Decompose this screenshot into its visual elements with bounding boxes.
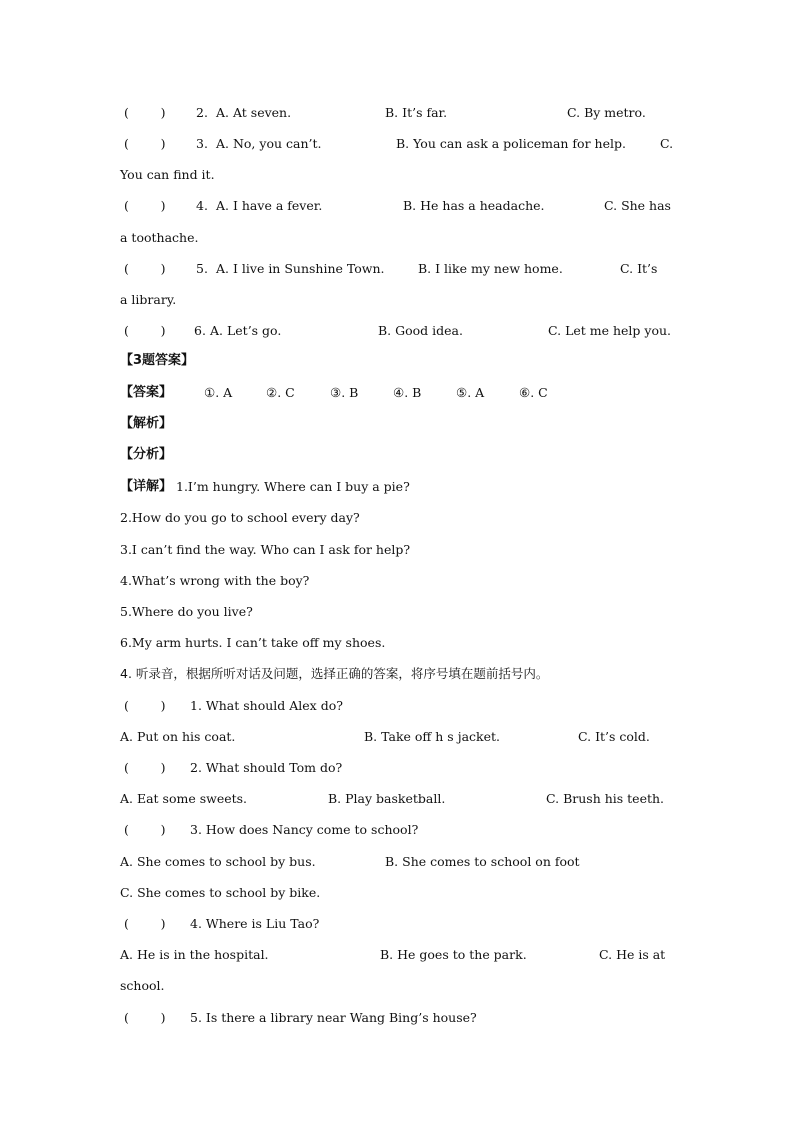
detail-line-4: 4.What’s wrong with the boy? xyxy=(120,573,310,588)
detail-line-5: 5.Where do you live? xyxy=(120,604,253,619)
option-b: B. Take off h s jacket. xyxy=(364,729,500,744)
question-text: 2. What should Tom do? xyxy=(190,760,343,775)
answer-paren: ( ) xyxy=(124,198,166,213)
option-a: A. Eat some sweets. xyxy=(120,791,248,806)
detail-label: 【详解】 xyxy=(120,479,173,494)
answer-6: ⑥. C xyxy=(519,385,548,400)
answer-paren: ( ) xyxy=(124,323,166,338)
question-text: 5. Is there a library near Wang Bing’s house? xyxy=(190,1010,477,1025)
q4-instruction: 4. 听录音，根据所听对话及问题，选择正确的答案，将序号填在题前括号内。 xyxy=(120,666,549,681)
option-a: A. Let’s go. xyxy=(210,323,282,338)
answer-3: ③. B xyxy=(330,385,359,400)
question-text: 4. Where is Liu Tao? xyxy=(190,916,320,931)
option-b: B. Good idea. xyxy=(378,323,463,338)
answer-paren: ( ) xyxy=(124,105,166,120)
item-number: 2. xyxy=(196,105,208,120)
answer-4: ④. B xyxy=(393,385,422,400)
item-number: 5. xyxy=(196,261,208,276)
option-a: A. She comes to school by bus. xyxy=(120,854,316,869)
option-b: B. She comes to school on foot xyxy=(385,854,580,869)
option-a: A. No, you can’t. xyxy=(216,136,322,151)
continuation-text: a toothache. xyxy=(120,230,199,245)
continuation-text: school. xyxy=(120,978,165,993)
answer-label: 【答案】 xyxy=(120,385,173,400)
option-c: C. xyxy=(660,136,674,151)
answer-paren: ( ) xyxy=(124,1010,166,1025)
detail-line-3: 3.I can’t find the way. Who can I ask for help? xyxy=(120,542,411,557)
item-number: 4. xyxy=(196,198,208,213)
option-b: B. Play basketball. xyxy=(328,791,446,806)
option-a: A. I have a fever. xyxy=(216,198,323,213)
option-c: C. He is at xyxy=(599,947,666,962)
fenxi-label: 【分析】 xyxy=(120,447,173,462)
option-c: C. It’s xyxy=(620,261,658,276)
option-c: C. She comes to school by bike. xyxy=(120,885,321,900)
continuation-text: You can find it. xyxy=(120,167,215,182)
answer-paren: ( ) xyxy=(124,822,166,837)
option-b: B. It’s far. xyxy=(385,105,448,120)
answer-paren: ( ) xyxy=(124,698,166,713)
answer-paren: ( ) xyxy=(124,916,166,931)
continuation-text: a library. xyxy=(120,292,177,307)
option-c: C. Brush his teeth. xyxy=(546,791,665,806)
option-c: C. It’s cold. xyxy=(578,729,650,744)
answer-paren: ( ) xyxy=(124,760,166,775)
option-b: B. I like my new home. xyxy=(418,261,563,276)
answer-1: ①. A xyxy=(204,385,233,400)
question-text: 1. What should Alex do? xyxy=(190,698,343,713)
option-c: C. She has xyxy=(604,198,671,213)
option-a: A. At seven. xyxy=(216,105,292,120)
answer-heading: 【3题答案】 xyxy=(120,353,195,368)
question-text: 3. How does Nancy come to school? xyxy=(190,822,419,837)
option-a: A. He is in the hospital. xyxy=(120,947,269,962)
detail-line-2: 2.How do you go to school every day? xyxy=(120,510,360,525)
answer-2: ②. C xyxy=(266,385,295,400)
detail-text: 1.I’m hungry. Where can I buy a pie? xyxy=(176,479,410,494)
answer-paren: ( ) xyxy=(124,261,166,276)
q4-item-5 xyxy=(120,1010,680,1074)
detail-line-6: 6.My arm hurts. I can’t take off my shoes. xyxy=(120,635,386,650)
option-a: A. I live in Sunshine Town. xyxy=(216,261,385,276)
option-b: B. You can ask a policeman for help. xyxy=(396,136,626,151)
option-c: C. By metro. xyxy=(567,105,646,120)
option-b: B. He has a headache. xyxy=(403,198,545,213)
option-a: A. Put on his coat. xyxy=(120,729,236,744)
option-c: C. Let me help you. xyxy=(548,323,672,338)
option-b: B. He goes to the park. xyxy=(380,947,527,962)
item-number: 6. xyxy=(194,323,206,338)
answer-5: ⑤. A xyxy=(456,385,485,400)
item-number: 3. xyxy=(196,136,208,151)
analysis-label: 【解析】 xyxy=(120,416,173,431)
answer-paren: ( ) xyxy=(124,136,166,151)
